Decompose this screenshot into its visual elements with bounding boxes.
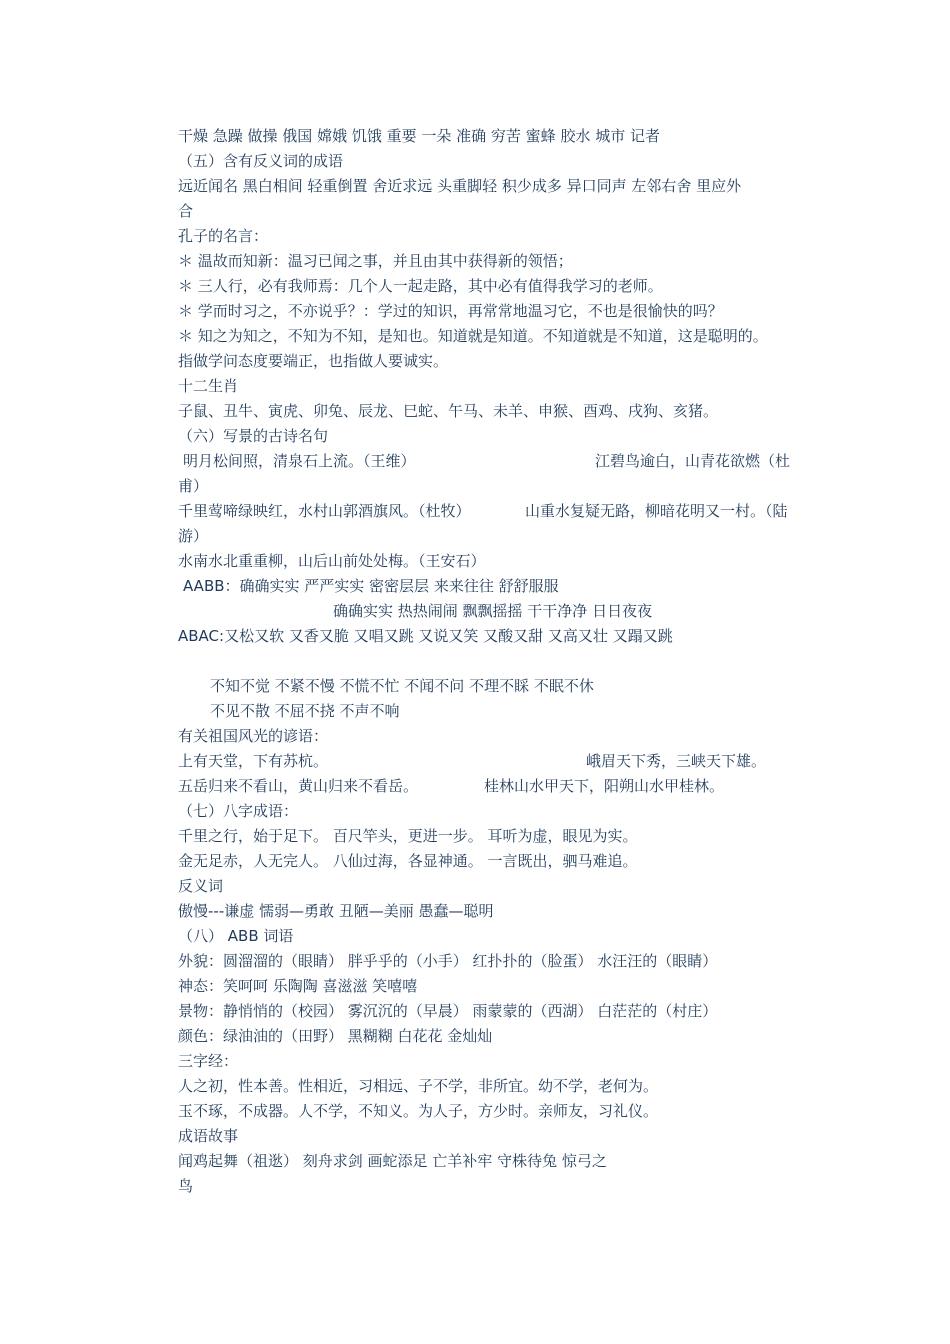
zodiac-heading: 十二生肖 xyxy=(178,377,239,395)
confucius-quote-2: ＊ 三人行，必有我师焉：几个人一起走路，其中必有值得我学习的老师。 xyxy=(178,277,663,295)
proverbs-heading: 有关祖国风光的谚语： xyxy=(178,727,329,745)
proverb-emei: 峨眉天下秀，三峡天下雄。 xyxy=(586,752,767,770)
poem-dumu: 千里莺啼绿映红，水村山郭酒旗风。（杜牧） xyxy=(178,502,471,520)
eight-char-line-2: 金无足赤，人无完人。 八仙过海，各显神通。 一言既出，驷马难追。 xyxy=(178,852,638,870)
antonyms-heading: 反义词 xyxy=(178,877,224,895)
eight-char-line-1: 千里之行，始于足下。 百尺竿头，更进一步。 耳听为虚，眼见为实。 xyxy=(178,827,638,845)
idiom-stories-line-cont: 鸟 xyxy=(178,1177,194,1195)
aabb-line-1: AABB：确确实实 严严实实 密密层层 来来往往 舒舒服服 xyxy=(183,577,559,595)
buxbuy-line-2: 不见不散 不屈不挠 不声不响 xyxy=(210,702,400,720)
poem-luyou: 山重水复疑无路，柳暗花明又一村。（陆 xyxy=(525,502,788,520)
sanzijing-line-2: 玉不琢，不成器。人不学，不知义。为人子，方少时。亲师友，习礼仪。 xyxy=(178,1102,659,1120)
proverb-guilin: 桂林山水甲天下，阳朔山水甲桂林。 xyxy=(484,777,725,795)
antonyms-line: 傲慢---谦虚 懦弱—勇敢 丑陋—美丽 愚蠢—聪明 xyxy=(178,902,494,920)
proverb-wuyue: 五岳归来不看山，黄山归来不看岳。 xyxy=(178,777,419,795)
poem-line-1-cont: 甫） xyxy=(178,477,209,495)
antonym-idioms-line-cont: 合 xyxy=(178,202,194,220)
confucius-quote-4-cont: 指做学问态度要端正，也指做人要诚实。 xyxy=(178,352,449,370)
abb-color: 颜色：绿油油的（田野） 黑糊糊 白花花 金灿灿 xyxy=(178,1027,493,1045)
confucius-quote-1: ＊ 温故而知新：温习已闻之事，并且由其中获得新的领悟； xyxy=(178,252,573,270)
abb-scenery: 景物：静悄悄的（校园） 雾沉沉的（早晨） 雨蒙蒙的（西湖） 白茫茫的（村庄） xyxy=(178,1002,718,1020)
antonym-idioms-line: 远近闻名 黑白相间 轻重倒置 舍近求远 头重脚轻 积少成多 异口同声 左邻右舍 里应外 xyxy=(178,177,742,195)
section-heading-8: （八） ABB 词语 xyxy=(178,927,294,945)
vocab-line: 干燥 急躁 做操 俄国 嫦娥 饥饿 重要 一朵 准确 穷苦 蜜蜂 胶水 城市 记者 xyxy=(178,127,660,145)
idiom-stories-heading: 成语故事 xyxy=(178,1127,239,1145)
abac-line: ABAC:又松又软 又香又脆 又唱又跳 又说又笑 又酸又甜 又高又壮 又蹋又跳 xyxy=(178,627,673,645)
poem-dufu: 江碧鸟逾白，山青花欲燃（杜 xyxy=(595,452,791,470)
aabb-line-2: 确确实实 热热闹闹 飘飘摇摇 干干净净 日日夜夜 xyxy=(333,602,653,620)
buxbuy-line-1: 不知不觉 不紧不慢 不慌不忙 不闻不问 不理不睬 不眠不休 xyxy=(210,677,594,695)
abb-expression: 神态：笑呵呵 乐陶陶 喜滋滋 笑嘻嘻 xyxy=(178,977,418,995)
zodiac-line: 子鼠、丑牛、寅虎、卯兔、辰龙、巳蛇、午马、未羊、申猴、酉鸡、戌狗、亥猪。 xyxy=(178,402,719,420)
section-heading-7: （七）八字成语： xyxy=(178,802,299,820)
sanzijing-line-1: 人之初，性本善。性相近，习相远、子不学，非所宜。幼不学，老何为。 xyxy=(178,1077,659,1095)
poem-wangwei: 明月松间照，清泉石上流。（王维） xyxy=(183,452,416,470)
confucius-quote-3: ＊ 学而时习之，不亦说乎？：学过的知识，再常常地温习它，不也是很愉快的吗？ xyxy=(178,302,723,320)
poem-line-3: 水南水北重重柳，山后山前处处梅。（王安石） xyxy=(178,552,486,570)
proverb-suhang: 上有天堂，下有苏杭。 xyxy=(178,752,329,770)
section-heading-5: （五）含有反义词的成语 xyxy=(178,152,344,170)
confucius-quote-4: ＊ 知之为知之，不知为不知，是知也。知道就是知道。不知道就是不知道，这是聪明的。 xyxy=(178,327,768,345)
idiom-stories-line: 闻鸡起舞（祖逖） 刻舟求剑 画蛇添足 亡羊补牢 守株待兔 惊弓之 xyxy=(178,1152,607,1170)
sanzijing-heading: 三字经： xyxy=(178,1052,239,1070)
section-heading-6: （六）写景的古诗名句 xyxy=(178,427,329,445)
abb-appearance: 外貌：圆溜溜的（眼睛） 胖乎乎的（小手） 红扑扑的（脸蛋） 水汪汪的（眼睛） xyxy=(178,952,718,970)
poem-line-2-cont: 游） xyxy=(178,527,209,545)
confucius-heading: 孔子的名言： xyxy=(178,227,269,245)
